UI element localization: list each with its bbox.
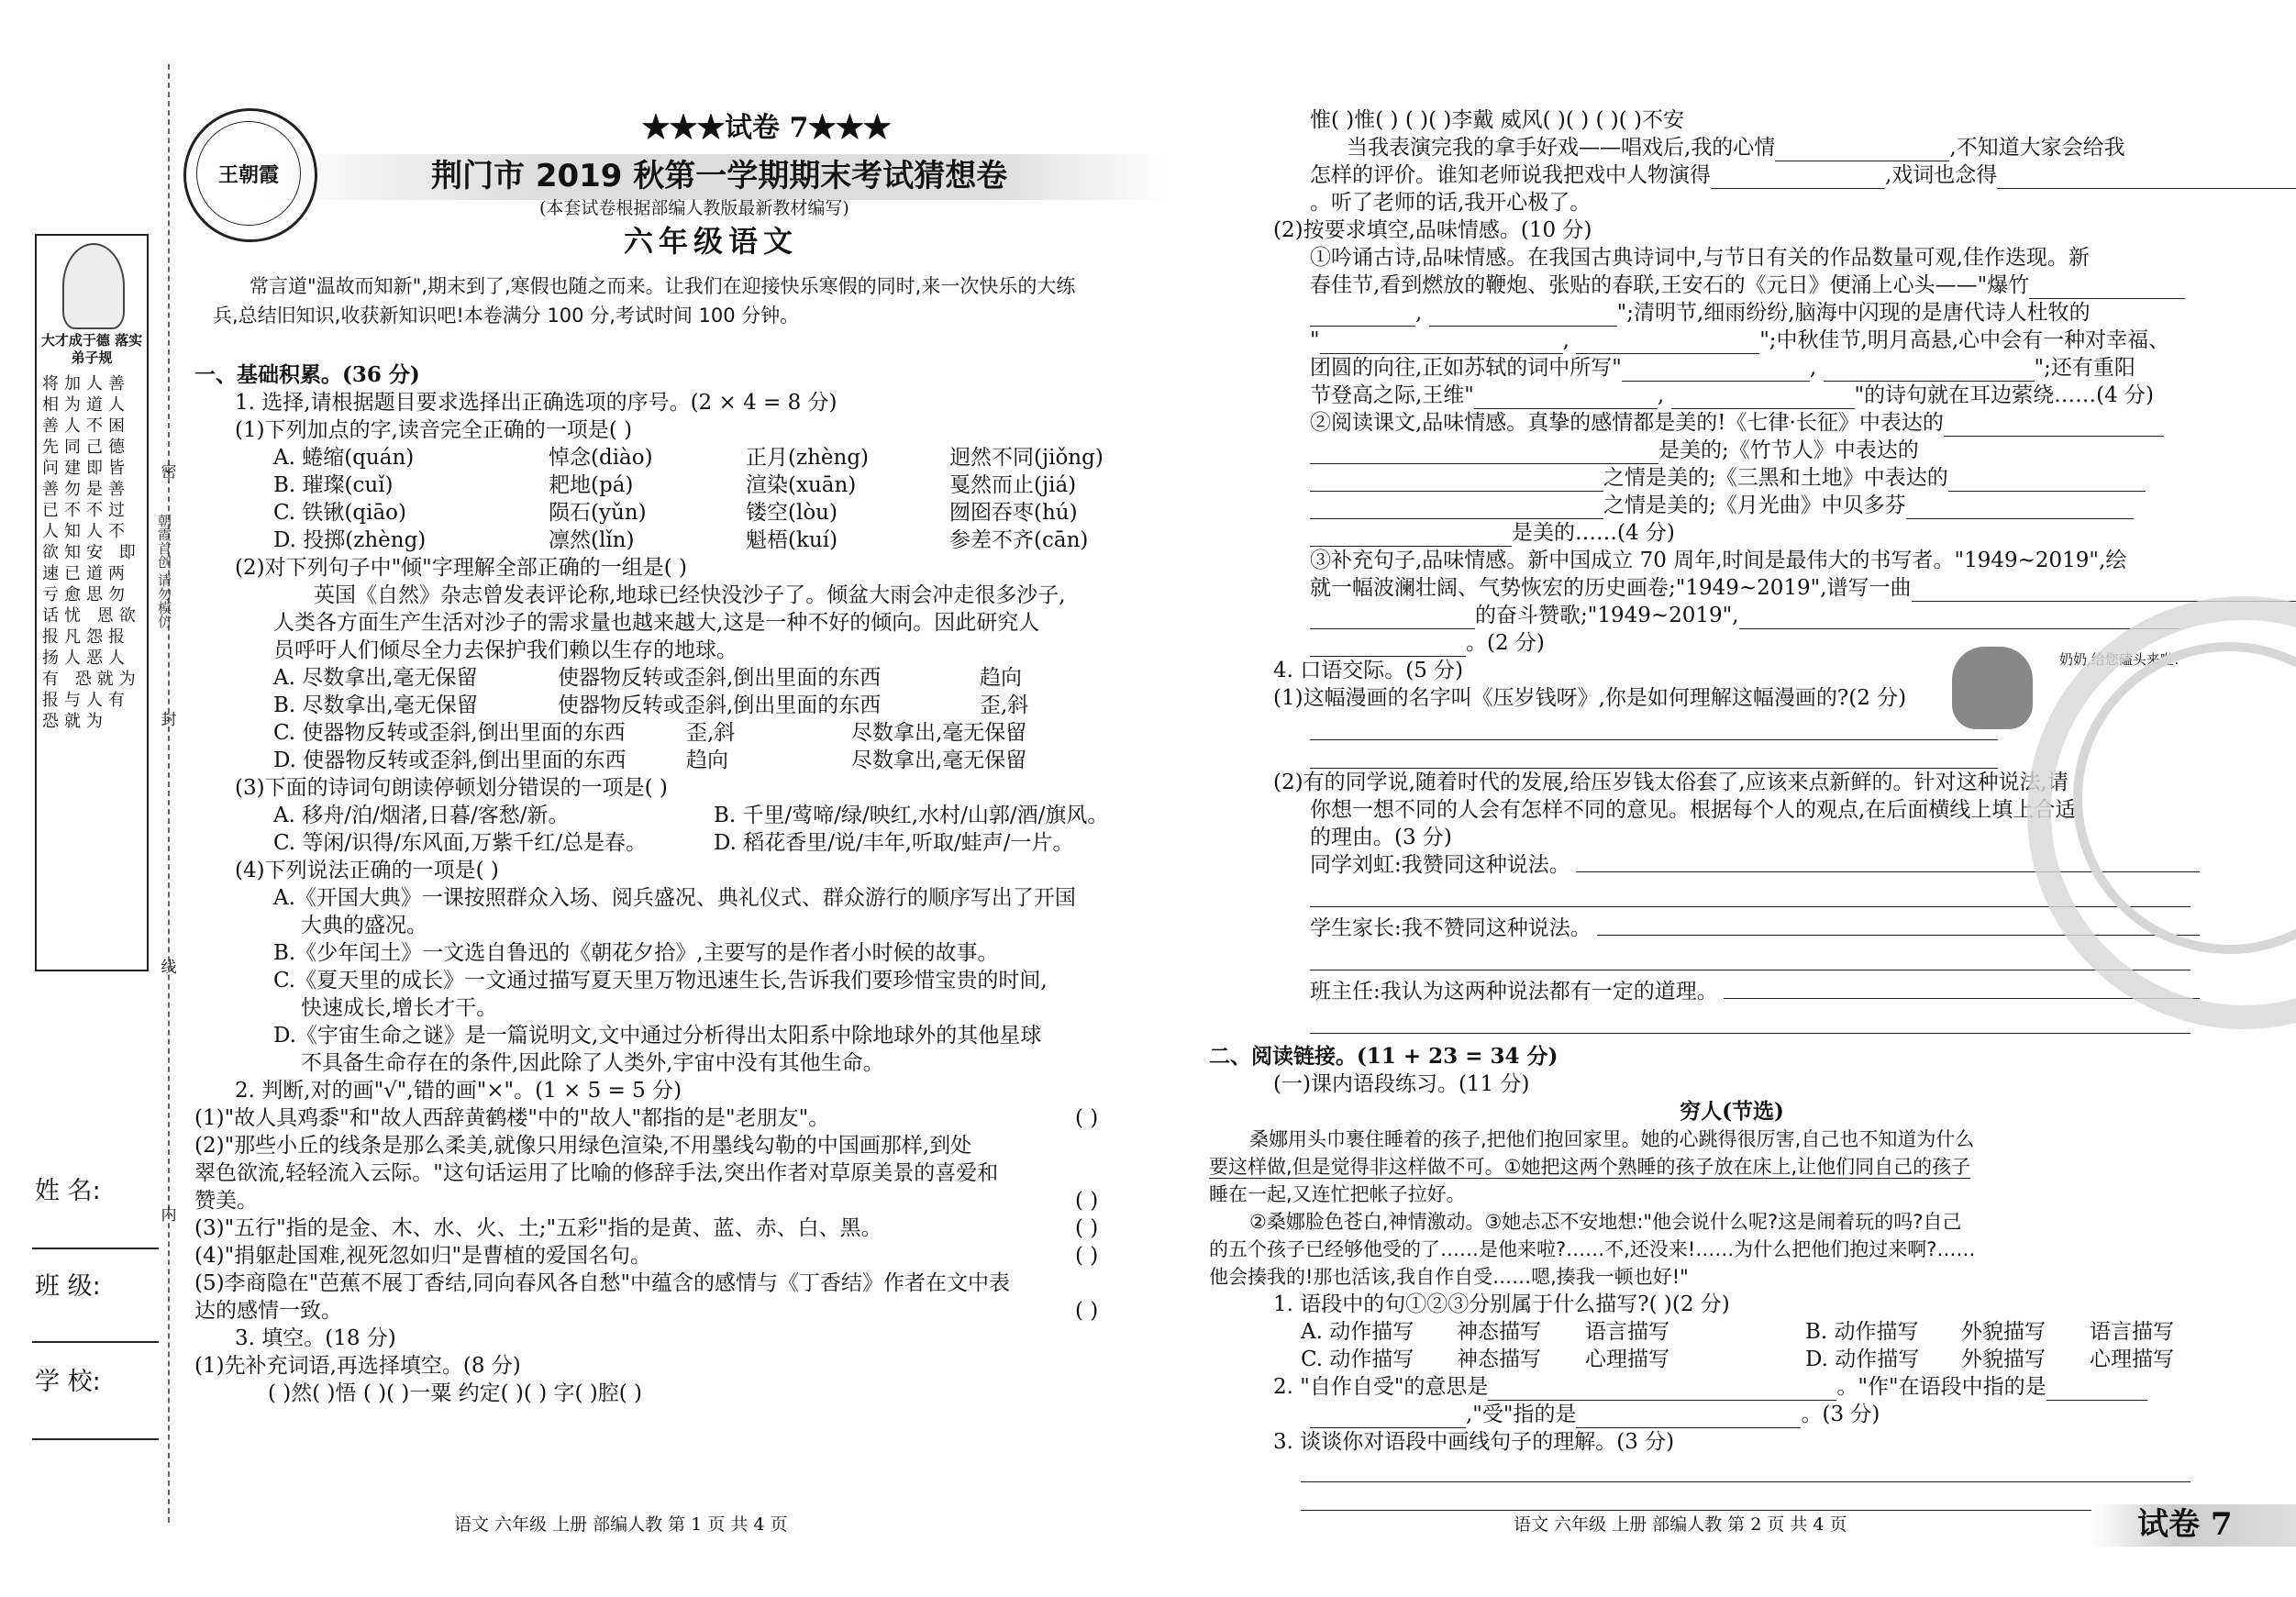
q1-2-option-b[interactable]: B. 尽数拿出,毫无保留 使器物反转或歪斜,倒出里面的东西 歪,斜	[273, 693, 1029, 717]
class-field[interactable]	[32, 1341, 159, 1343]
q1-1-option-c[interactable]: C. 铁锹(qiāo) 陨石(yǔn) 镂空(lòu) 囫囵吞枣(hú)	[273, 501, 1078, 525]
q2-stem: 2. 判断,对的画"√",错的画"×"。(1 × 5 = 5 分)	[235, 1079, 682, 1103]
text-blank-5[interactable]	[1310, 498, 1603, 519]
q1-1-option-d[interactable]: D. 投掷(zhèng) 凛然(lǐn) 魁梧(kuí) 参差不齐(cān)	[273, 528, 1089, 552]
poem-blank-4[interactable]	[1320, 333, 1563, 354]
text-blank-1[interactable]	[1944, 416, 2164, 437]
section-1-heading: 一、基础积累。(36 分)	[194, 362, 420, 387]
sentence-blank-2[interactable]	[1310, 608, 1475, 629]
q3-1-word-blanks-cont[interactable]: 惟( )惟( ) ( )( )李戴 威风( )( ) ( )( )不安	[1310, 108, 1684, 132]
paper-grade: 六年级语文	[624, 224, 799, 259]
r3-answer-line-2[interactable]	[1301, 1482, 2191, 1511]
q1-2-passage: 英国《自然》杂志曾发表评论称,地球已经快没沙子了。倾盆大雨会冲走很多沙子, 人类各方面生产生活对沙子的需求量也越来越大,这是一种不好的倾向。因此研究人 员呼吁人们倾尽全力去保护我们赖以生存的地球。	[273, 583, 1066, 662]
page-1-footer: 语文 六年级 上册 部编人教 第 1 页 共 4 页	[454, 1514, 788, 1535]
class-label: 班 级:	[35, 1272, 101, 1301]
q3-2-stem: (2)按要求填空,品味情感。(10 分)	[1273, 218, 1592, 242]
section-2-sub-1: (一)课内语段练习。(11 分)	[1273, 1072, 1530, 1096]
q1-3-stem: (3)下面的诗词句朗读停顿划分错误的一项是( )	[235, 776, 668, 800]
q2-3-answer-paren[interactable]: ( )	[1075, 1216, 1099, 1240]
left-column	[194, 361, 1158, 1407]
q2-2-answer-paren[interactable]: ( )	[1075, 1189, 1099, 1213]
poem-blank-9[interactable]	[1671, 388, 1855, 409]
q2-items: (1)"故人具鸡黍"和"故人西辞黄鹤楼"中的"故人"都指的是"老朋友"。 (2)"那些小丘的线条是那么柔美,就像只用绿色渲染,不用墨线勾勒的中国画那样,到处 翠色欲流,轻轻流入云际。"这句话运用了比喻的修辞手法,突出作者对草原美景的喜爱和 赞美。 (3)"五行"指的是金、木、水、火、土;"五彩"指的是黄、蓝、赤、白、黑。 (4)"捐躯赴国难,视死忽如归"是曹植的爱国名句。 (5)李商隐在"芭蕉不展丁香结,同向春风各自愁"中蕴含的感情与《丁香结》作者在文中表 达的感情一致。 ( ) ( ) ( ) ( ) ( )	[194, 1106, 1099, 1323]
q4-2-stem: (2)有的同学说,随着时代的发展,给压岁钱太俗套了,应该来点新鲜的。针对这种说法,请 你想一想不同的人会有怎样不同的意见。根据每个人的观点,在后面横线上填上合适 的理由。(3 分)	[1273, 771, 2077, 849]
r1-options-cd[interactable]: C. 动作描写 神态描写 心理描写 D. 动作描写 外貌描写 心理描写	[1301, 1347, 2174, 1371]
text-blank-4[interactable]	[1948, 471, 2146, 492]
r3-answer-line-1[interactable]	[1301, 1456, 2191, 1482]
q1-2-options	[194, 664, 1158, 774]
r1-options-ab[interactable]: A. 动作描写 神态描写 语言描写 B. 动作描写 外貌描写 语言描写	[1301, 1320, 2174, 1344]
q1-1-options	[194, 444, 1158, 554]
binding-seal-text: 密 封 线 内	[161, 463, 177, 1225]
school-field[interactable]	[32, 1438, 159, 1440]
q2-4-answer-paren[interactable]: ( )	[1075, 1244, 1099, 1268]
brand-logo-text: 王朝霞	[196, 121, 301, 226]
passage-title: 穷人(节选)	[1680, 1099, 1784, 1124]
q3-1-blank-2[interactable]	[1711, 168, 1885, 189]
r2-blank-4[interactable]	[1576, 1407, 1801, 1428]
sentence-blank-3[interactable]	[1739, 608, 2180, 629]
q4-2-student: 同学刘虹:我赞同这种说法。	[1209, 851, 2200, 879]
q1-1-option-a[interactable]: A. 蜷缩(quán) 悼念(diào) 正月(zhèng) 迥然不同(jiǒng)	[273, 446, 1104, 470]
poem-blank-3[interactable]	[1429, 305, 1617, 327]
name-field[interactable]	[32, 1248, 159, 1249]
q1-4-options[interactable]: A.《开国大典》一课按照群众入场、阅兵盛况、典礼仪式、群众游行的顺序写出了开国 大典的盛况。 B.《少年闰土》一文选自鲁迅的《朝花夕拾》,主要写的是作者小时候的故事。 C.《夏天里的成长》一文通过描写夏天里万物迅速生长,告诉我们要珍惜宝贵的时间, 快速成长,增长才干。 D.《宇宙生命之谜》是一篇说明文,文中通过分析得出太阳系中除地球外的其他星球 不具备生命存在的条件,因此除了人类外,宇宙中没有其他生命。	[273, 886, 1076, 1075]
q1-2-option-c[interactable]: C. 使器物反转或歪斜,倒出里面的东西 歪,斜 尽数拿出,毫无保留	[273, 721, 1027, 745]
q2-1-answer-paren[interactable]: ( )	[1075, 1106, 1099, 1130]
q4-1-stem: (1)这幅漫画的名字叫《压岁钱呀》,你是如何理解这幅漫画的?(2 分)	[1273, 686, 1907, 710]
q3-2-2-texts: ②阅读课文,品味情感。真挚的感情都是美的!《七律·长征》中表达的 是美的;《竹节人》中表达的 之情是美的;《三黑和土地》中表达的 之情是美的;《月光曲》中贝多芬 是美的……(4 分)	[1209, 409, 2200, 547]
paper-subtitle: (本套试卷根据部编人教版最新教材编写)	[539, 198, 849, 218]
cartoon-caption: 奶奶,给您磕头来啦!	[2059, 651, 2180, 668]
corner-paper-label: 试卷 7	[2137, 1506, 2233, 1543]
poem-blank-1[interactable]	[2029, 278, 2185, 299]
q4-1-answer-line-2[interactable]	[1310, 740, 1998, 769]
proverb-text: 将加人善相为道人善人不困 先同己德问建即皆善勿是善 已不不过人知人不欲知安 即速已道两亏愈思勿话忧 恩欲报凡怨报扬人恶人有 恐就为报与人有恐就为	[42, 374, 141, 731]
poem-blank-7[interactable]	[1824, 360, 2035, 382]
paper-number: ★★★试卷 7★★★	[642, 112, 892, 144]
poem-blank-5[interactable]	[1576, 333, 1759, 354]
q1-2-option-a[interactable]: A. 尽数拿出,毫无保留 使器物反转或歪斜,倒出里面的东西 趋向	[273, 666, 1022, 690]
poem-blank-6[interactable]	[1622, 360, 1810, 382]
q4-stem: 4. 口语交际。(5 分)	[1273, 659, 1464, 682]
passage-text: 桑娜用头巾裹住睡着的孩子,把他们抱回家里。她的心跳得很厉害,自己也不知道为什么 要这样做,但是觉得非这样做不可。①她把这两个熟睡的孩子放在床上,让他们同自己的孩子 睡在一起,又连忙把帐子拉好。 ②桑娜脸色苍白,神情激动。③她忐忑不安地想:"他会说什么呢?这是闹着玩的吗?自己 的五个孩子已经够他受的了……是他来啦?……不,还没来!……为什么把他们抱过来啊?…… 他会揍我的!那也活该,我自作自受……嗯,揍我一顿也好!"	[1209, 1128, 1976, 1288]
r2-blank-2[interactable]	[2046, 1380, 2147, 1401]
q3-1-blank-1[interactable]	[1775, 140, 1949, 161]
page-2-footer: 语文 六年级 上册 部编人教 第 2 页 共 4 页	[1514, 1514, 1847, 1535]
r2-stem-cont: ,"受"指的是 。(3 分)	[1209, 1401, 2200, 1428]
r2-blank-3[interactable]	[1310, 1407, 1466, 1428]
q3-1-word-blanks[interactable]: ( )然( )悟 ( )( )一粟 约定( )( ) 字( )腔( )	[268, 1381, 642, 1405]
proverb-title: 大才成于德 落实弟子规	[40, 332, 143, 366]
q3-1-blank-3[interactable]	[1997, 168, 2296, 189]
intro-text: 常言道"温故而知新",期末到了,寒假也随之而来。让我们在迎接快乐寒假的同时,来一次快乐的大练 兵,总结旧知识,收获新知识吧!本卷满分 100 分,考试时间 100 分钟。	[213, 275, 1076, 327]
paper-title: 荆门市 2019 秋第一学期期末考试猜想卷	[431, 158, 1008, 194]
q4-2-parent: 学生家长:我不赞同这种说法。	[1209, 915, 2200, 942]
parent-answer-line-2[interactable]	[1310, 942, 2191, 970]
q4-1-answer-line-1[interactable]	[1310, 712, 1998, 740]
text-blank-7[interactable]	[1310, 526, 1512, 547]
r3-stem: 3. 谈谈你对语段中画线句子的理解。(3 分)	[1273, 1430, 1675, 1454]
r2-stem: 2. "自作自受"的意思是 。"作"在语段中指的是	[1209, 1373, 2200, 1401]
r2-blank-1[interactable]	[1488, 1380, 1836, 1401]
name-label: 姓 名:	[35, 1177, 101, 1205]
poem-blank-2[interactable]	[1310, 305, 1415, 327]
q1-4-stem: (4)下列说法正确的一项是( )	[235, 859, 499, 882]
q1-3-option-cd[interactable]: C. 等闲/识得/东风面,万紫千红/总是春。 D. 稻花香里/说/丰年,听取/蛙声/一片。	[273, 831, 1074, 855]
binding-vertical-note: 朝霞首创 请勿模仿	[156, 514, 172, 628]
text-blank-6[interactable]	[1906, 498, 2134, 519]
q1-3-option-ab[interactable]: A. 移舟/泊/烟渚,日暮/客愁/新。 B. 千里/莺啼/绿/映红,水村/山郭/酒/旗风。	[273, 804, 1109, 827]
teacher-answer-line-2[interactable]	[1310, 1005, 2191, 1034]
q3-2-3-sentences: ③补充句子,品味情感。新中国成立 70 周年,时间是最伟大的书写者。"1949~2019",绘 就一幅波澜壮阔、气势恢宏的历史画卷;"1949~2019",谱写一曲 的奋斗赞歌;"1949~2019", 。(2 分)	[1209, 547, 2200, 657]
cartoon-image	[1952, 647, 2033, 729]
text-blank-2[interactable]	[1310, 443, 1658, 464]
text-blank-3[interactable]	[1310, 471, 1603, 492]
school-label: 学 校:	[35, 1368, 101, 1396]
proverb-figure	[62, 243, 125, 329]
q1-2-option-d[interactable]: D. 使器物反转或歪斜,倒出里面的东西 趋向 尽数拿出,毫无保留	[273, 749, 1027, 772]
r1-stem: 1. 语段中的句①②③分别属于什么描写?( )(2 分)	[1273, 1292, 1730, 1316]
q2-5-answer-paren[interactable]: ( )	[1075, 1299, 1099, 1323]
q4-2-teacher: 班主任:我认为这两种说法都有一定的道理。	[1209, 978, 2200, 1005]
q1-2-stem: (2)对下列句子中"倾"字理解全部正确的一组是( )	[235, 556, 687, 580]
section-2-heading: 二、阅读链接。(11 + 23 = 34 分)	[1209, 1044, 1558, 1069]
q1-1-stem: (1)下列加点的字,读音完全正确的一项是( )	[235, 418, 633, 442]
q3-1-fill-sentence-1: 当我表演完我的拿手好戏——唱戏后,我的心情 ,不知道大家会给我	[1347, 136, 2125, 160]
q1-1-option-b[interactable]: B. 璀璨(cuǐ) 耙地(pá) 渲染(xuān) 戛然而止(jiá)	[273, 473, 1077, 497]
proverb-box	[35, 234, 149, 971]
q3-stem: 3. 填空。(18 分)	[235, 1326, 396, 1350]
q1-stem: 1. 选择,请根据题目要求选择出正确选项的序号。(2 × 4 = 8 分)	[235, 391, 837, 415]
sentence-blank-4[interactable]	[1310, 636, 1466, 657]
q3-1-fill-sentence-3: 。听了老师的话,我开心极了。	[1310, 191, 1592, 215]
q3-1-fill-sentence-2: 怎样的评价。谁知老师说我把戏中人物演得 ,戏词也念得	[1209, 161, 2200, 189]
q3-2-1-poems: ①吟诵古诗,品味情感。在我国古典诗词中,与节日有关的作品数量可观,佳作迭现。新 春佳节,看到燃放的鞭炮、张贴的春联,王安石的《元日》便涌上心头——"爆竹 , ";清明节,细雨纷纷,脑海中闪现的是唐代诗人杜牧的 " , ";中秋佳节,明月高悬,心中会有一种对幸福、 团圆的向往,正如苏轼的词中所写" , ";还有重阳 节登高之际,王维" , "的诗句就在耳边萦绕……(4 分)	[1209, 244, 2200, 409]
poem-blank-8[interactable]	[1474, 388, 1658, 409]
q3-1-stem: (1)先补充词语,再选择填空。(8 分)	[194, 1354, 521, 1378]
